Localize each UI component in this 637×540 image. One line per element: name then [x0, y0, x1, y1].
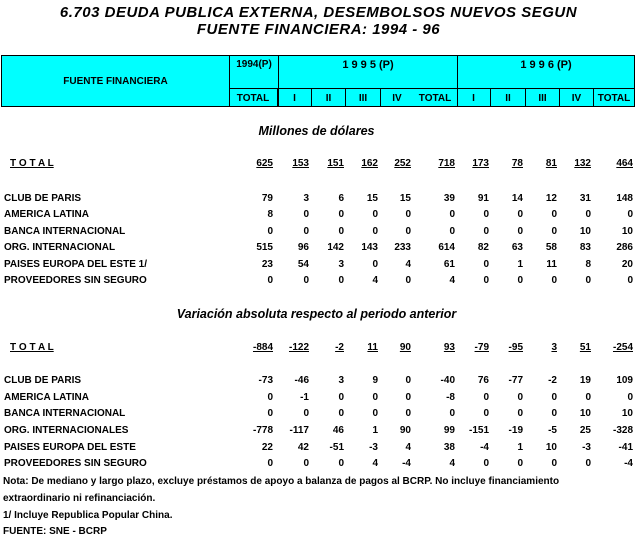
row-label: T O T A L — [10, 158, 54, 169]
cell-value: -3 — [369, 442, 378, 453]
cell-value: 464 — [616, 158, 633, 169]
cell-value: 0 — [551, 458, 557, 469]
cell-value: -46 — [294, 375, 309, 386]
table-row — [0, 408, 637, 422]
cell-value: -1 — [300, 392, 309, 403]
cell-value: 625 — [256, 158, 273, 169]
cell-value: 0 — [303, 408, 309, 419]
cell-value: 0 — [449, 209, 455, 220]
table-row — [0, 442, 637, 456]
row-label: PROVEEDORES SIN SEGURO — [4, 458, 147, 469]
header-col-iii-3: III — [358, 93, 368, 104]
cell-value: 1 — [517, 259, 523, 270]
cell-value: 0 — [449, 226, 455, 237]
cell-value: -4 — [402, 458, 411, 469]
table-row — [0, 375, 637, 389]
cell-value: 0 — [517, 458, 523, 469]
row-label: BANCA INTERNACIONAL — [4, 226, 126, 237]
cell-value: 614 — [438, 242, 455, 253]
note-line-3: 1/ Incluye Republica Popular China. — [3, 510, 173, 521]
cell-value: 0 — [267, 408, 273, 419]
cell-value: 58 — [545, 242, 557, 253]
cell-value: 142 — [327, 242, 344, 253]
cell-value: 0 — [585, 392, 591, 403]
header-year-1996: 1 9 9 6 (P) — [520, 59, 572, 71]
header-year-1994: 1994(P) — [236, 59, 272, 70]
cell-value: 6 — [338, 193, 344, 204]
note-line-1: Nota: De mediano y largo plazo, excluye préstamos de apoyo a balanza de pagos al BCRP. No incluye financiamiento — [3, 476, 560, 487]
cell-value: -117 — [289, 425, 309, 436]
cell-value: 0 — [372, 209, 378, 220]
title-line-2: FUENTE FINANCIERA: 1994 - 96 — [196, 21, 441, 38]
cell-value: 10 — [579, 226, 591, 237]
cell-value: 0 — [483, 458, 489, 469]
cell-value: -40 — [440, 375, 455, 386]
cell-value: 82 — [477, 242, 489, 253]
cell-value: 63 — [511, 242, 523, 253]
note-source: FUENTE: SNE - BCRP — [3, 526, 107, 537]
cell-value: 4 — [372, 275, 378, 286]
cell-value: 1 — [517, 442, 523, 453]
cell-value: 0 — [585, 209, 591, 220]
header-col-total-0: TOTAL — [236, 93, 270, 104]
row-label: CLUB DE PARIS — [4, 375, 82, 386]
table-row — [0, 193, 637, 207]
cell-value: -4 — [480, 442, 489, 453]
cell-value: 0 — [551, 226, 557, 237]
cell-value: 90 — [399, 342, 411, 353]
cell-value: 10 — [545, 442, 557, 453]
header-col-iv-9: IV — [571, 93, 582, 104]
cell-value: 31 — [579, 193, 591, 204]
cell-value: 51 — [579, 342, 591, 353]
cell-value: 0 — [405, 209, 411, 220]
cell-value: 0 — [303, 226, 309, 237]
cell-value: 0 — [338, 458, 344, 469]
row-label: ORG. INTERNACIONALES — [4, 425, 129, 436]
cell-value: 0 — [551, 209, 557, 220]
cell-value: 0 — [405, 408, 411, 419]
cell-value: 0 — [551, 392, 557, 403]
row-label: PAISES EUROPA DEL ESTE — [4, 442, 136, 453]
cell-value: -95 — [508, 342, 523, 353]
cell-value: 96 — [297, 242, 309, 253]
cell-value: 90 — [399, 425, 411, 436]
cell-value: -4 — [624, 458, 633, 469]
cell-value: -778 — [252, 425, 273, 436]
cell-value: 0 — [517, 275, 523, 286]
row-label: CLUB DE PARIS — [4, 193, 82, 204]
cell-value: 19 — [579, 375, 591, 386]
cell-value: 4 — [405, 259, 411, 270]
cell-value: 79 — [261, 193, 273, 204]
header-col-i-6: I — [472, 93, 475, 104]
cell-value: 11 — [546, 259, 557, 270]
cell-value: 99 — [443, 425, 455, 436]
cell-value: -3 — [582, 442, 591, 453]
cell-value: 252 — [394, 158, 411, 169]
cell-value: 76 — [477, 375, 489, 386]
cell-value: 109 — [616, 375, 633, 386]
cell-value: 0 — [338, 392, 344, 403]
cell-value: 8 — [267, 209, 273, 220]
cell-value: 25 — [579, 425, 591, 436]
cell-value: 0 — [551, 408, 557, 419]
header-col-ii-7: II — [505, 93, 511, 104]
cell-value: -19 — [508, 425, 523, 436]
header-col-iii-8: III — [538, 93, 547, 104]
row-label: BANCA INTERNACIONAL — [4, 408, 126, 419]
cell-value: 151 — [327, 158, 344, 169]
cell-value: 132 — [574, 158, 591, 169]
cell-value: 39 — [443, 193, 455, 204]
total-row — [0, 342, 637, 356]
cell-value: -884 — [252, 342, 273, 353]
cell-value: 10 — [579, 408, 591, 419]
cell-value: 0 — [303, 275, 309, 286]
cell-value: 0 — [483, 209, 489, 220]
cell-value: 0 — [483, 226, 489, 237]
table-row — [0, 209, 637, 223]
cell-value: 78 — [511, 158, 523, 169]
cell-value: 0 — [517, 209, 523, 220]
cell-value: 286 — [616, 242, 633, 253]
table-row — [0, 242, 637, 256]
cell-value: -5 — [548, 425, 557, 436]
cell-value: 0 — [405, 375, 411, 386]
cell-value: 22 — [261, 442, 273, 453]
header-col-i-1: I — [293, 93, 296, 104]
cell-value: 0 — [449, 408, 455, 419]
cell-value: 0 — [372, 408, 378, 419]
cell-value: 3 — [303, 193, 309, 204]
cell-value: 0 — [627, 209, 633, 220]
row-label: T O T A L — [10, 342, 54, 353]
header-fuente-financiera: FUENTE FINANCIERA — [63, 76, 168, 87]
cell-value: 0 — [627, 275, 633, 286]
cell-value: 0 — [267, 275, 273, 286]
title-line-1: 6.703 DEUDA PUBLICA EXTERNA, DESEMBOLSOS NUEVOS SEGUN — [59, 4, 578, 21]
cell-value: 1 — [372, 425, 378, 436]
cell-value: 14 — [511, 193, 523, 204]
cell-value: 0 — [405, 226, 411, 237]
section1-subtitle: Millones de dólares — [258, 124, 375, 138]
table-row — [0, 226, 637, 240]
cell-value: -77 — [508, 375, 523, 386]
table-row — [0, 458, 637, 472]
cell-value: 148 — [616, 193, 633, 204]
cell-value: 15 — [399, 193, 411, 204]
cell-value: 4 — [449, 458, 455, 469]
section2-subtitle: Variación absoluta respecto al periodo anterior — [176, 307, 457, 321]
header-col-total-10: TOTAL — [597, 93, 631, 104]
cell-value: -122 — [288, 342, 309, 353]
cell-value: -8 — [446, 392, 455, 403]
row-label: PAISES EUROPA DEL ESTE 1/ — [4, 259, 147, 270]
cell-value: 0 — [372, 259, 378, 270]
cell-value: 12 — [545, 193, 557, 204]
cell-value: 38 — [443, 442, 455, 453]
cell-value: 718 — [438, 158, 455, 169]
cell-value: 0 — [338, 226, 344, 237]
cell-value: 0 — [483, 408, 489, 419]
cell-value: 0 — [585, 275, 591, 286]
cell-value: 515 — [256, 242, 273, 253]
total-row — [0, 158, 637, 172]
header-year-1995: 1 9 9 5 (P) — [342, 59, 394, 71]
table-row — [0, 425, 637, 439]
cell-value: 4 — [372, 458, 378, 469]
cell-value: 81 — [545, 158, 557, 169]
cell-value: 4 — [449, 275, 455, 286]
cell-value: 0 — [405, 392, 411, 403]
cell-value: -151 — [468, 425, 489, 436]
cell-value: 93 — [443, 342, 455, 353]
cell-value: -254 — [612, 342, 633, 353]
cell-value: 0 — [338, 209, 344, 220]
cell-value: 153 — [292, 158, 309, 169]
header-col-ii-2: II — [325, 93, 332, 104]
cell-value: 9 — [372, 375, 378, 386]
cell-value: 91 — [477, 193, 489, 204]
cell-value: 11 — [367, 342, 378, 353]
cell-value: 10 — [621, 408, 633, 419]
header-col-total-5: TOTAL — [418, 93, 452, 104]
cell-value: 20 — [621, 259, 633, 270]
cell-value: 233 — [394, 242, 411, 253]
row-label: AMERICA LATINA — [4, 392, 89, 403]
cell-value: 0 — [483, 275, 489, 286]
cell-value: 0 — [267, 458, 273, 469]
cell-value: 61 — [443, 259, 455, 270]
cell-value: 3 — [551, 342, 557, 353]
table-row — [0, 392, 637, 406]
cell-value: 4 — [405, 442, 411, 453]
cell-value: 0 — [585, 458, 591, 469]
cell-value: 143 — [361, 242, 378, 253]
cell-value: -79 — [474, 342, 489, 353]
row-label: ORG. INTERNACIONAL — [4, 242, 116, 253]
note-line-2: extraordinario ni refinanciación. — [3, 493, 156, 504]
cell-value: 0 — [517, 408, 523, 419]
cell-value: 0 — [517, 226, 523, 237]
cell-value: 0 — [551, 275, 557, 286]
cell-value: -2 — [335, 342, 344, 353]
cell-value: 23 — [261, 259, 273, 270]
cell-value: 0 — [338, 408, 344, 419]
cell-value: 8 — [585, 259, 591, 270]
cell-value: 173 — [472, 158, 489, 169]
cell-value: 15 — [366, 193, 378, 204]
cell-value: 3 — [338, 375, 344, 386]
cell-value: 162 — [361, 158, 378, 169]
cell-value: -41 — [618, 442, 633, 453]
cell-value: 0 — [517, 392, 523, 403]
table-row — [0, 259, 637, 273]
row-label: PROVEEDORES SIN SEGURO — [4, 275, 147, 286]
cell-value: 42 — [297, 442, 309, 453]
cell-value: 0 — [267, 226, 273, 237]
cell-value: 10 — [621, 226, 633, 237]
cell-value: 46 — [332, 425, 344, 436]
cell-value: -2 — [548, 375, 557, 386]
cell-value: 0 — [483, 259, 489, 270]
cell-value: 0 — [405, 275, 411, 286]
cell-value: 83 — [579, 242, 591, 253]
cell-value: 0 — [303, 458, 309, 469]
cell-value: 0 — [483, 392, 489, 403]
cell-value: 0 — [627, 392, 633, 403]
cell-value: 0 — [338, 275, 344, 286]
cell-value: 0 — [372, 226, 378, 237]
cell-value: 3 — [338, 259, 344, 270]
cell-value: -328 — [612, 425, 633, 436]
table-header — [1, 55, 635, 107]
cell-value: -73 — [258, 375, 273, 386]
row-label: AMERICA LATINA — [4, 209, 89, 220]
cell-value: -51 — [329, 442, 344, 453]
cell-value: 0 — [267, 392, 273, 403]
cell-value: 0 — [372, 392, 378, 403]
cell-value: 0 — [303, 209, 309, 220]
table-row — [0, 275, 637, 289]
cell-value: 54 — [297, 259, 309, 270]
header-col-iv-4: IV — [392, 93, 402, 104]
